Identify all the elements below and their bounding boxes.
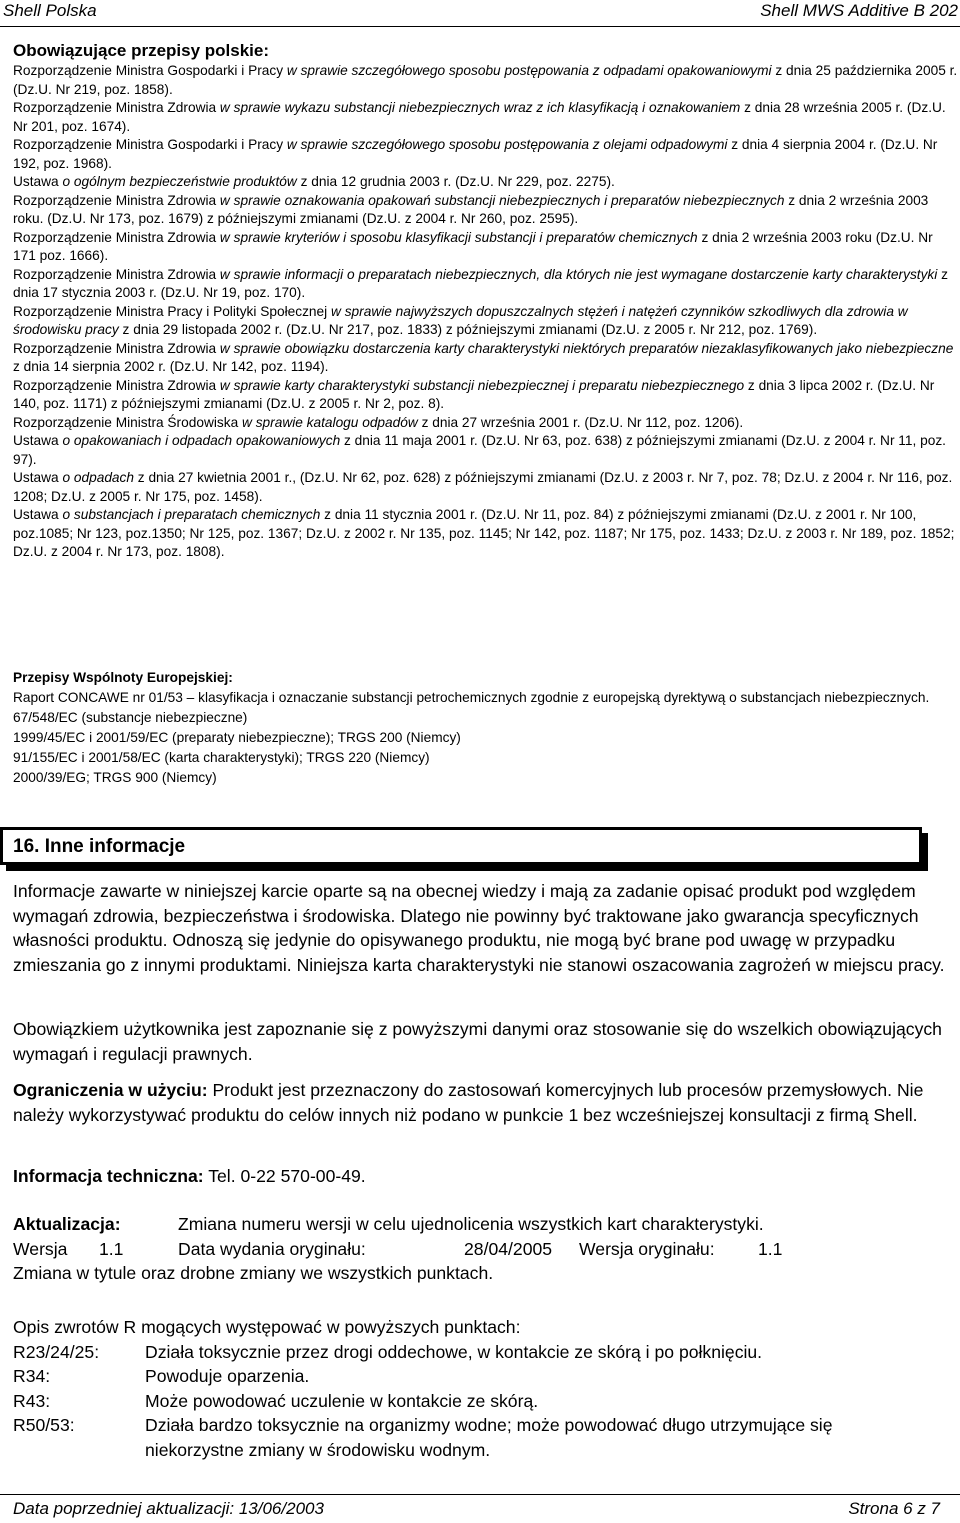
section-16-technical bbox=[13, 1164, 953, 1189]
issue-date-label: Data wydania oryginału: bbox=[178, 1238, 366, 1259]
regulation-reference: z dnia 27 września 2001 r. (Dz.U. Nr 112, poz. 1206). bbox=[417, 414, 744, 430]
regulation-reference: z dnia 11 stycznia 2001 r. (Dz.U. Nr 11, poz. 84) z późniejszymi zmianami (Dz.U. z 2001 r. Nr 100, poz.1085; Nr 123, poz.1350; Nr 125, poz. 1367; Dz.U. z 2002 r. Nr 135, poz. 1145; Nr 142, poz. 1187; Nr 175, poz. 1433; Dz.U. z 2003 r. Nr 189, poz. 1852; Dz.U. z 2004 r. Nr 173, poz. 1808). bbox=[13, 507, 955, 559]
regulation-authority: Rozporządzenie Ministra Zdrowia bbox=[13, 229, 220, 245]
regulation-reference: z dnia 2 września 2003 roku. (Dz.U. Nr 173, poz. 1679) z późniejszymi zmianami (Dz.U. z 2004 r. Nr 260, poz. 2595). bbox=[13, 192, 929, 226]
regulation-authority: Ustawa bbox=[13, 174, 63, 189]
regulation-item bbox=[13, 62, 958, 99]
regulation-authority: Rozporządzenie Ministra Pracy i Polityki Społecznej bbox=[13, 303, 331, 319]
regulation-reference: z dnia 14 sierpnia 2002 r. (Dz.U. Nr 142, poz. 1194). bbox=[13, 359, 329, 374]
polish-regulations-list bbox=[13, 62, 958, 562]
technical-info bbox=[13, 1164, 953, 1189]
update-change: Zmiana numeru wersji w celu ujednolicenia wszystkich kart charakterystyki. bbox=[178, 1214, 764, 1234]
regulation-item bbox=[13, 340, 958, 377]
regulation-subject: w sprawie oznakowania opakowań substancji niebezpiecznych i preparatów niebezpiecznych bbox=[219, 192, 785, 208]
regulation-reference: z dnia 3 lipca 2002 r. (Dz.U. Nr 140, poz. 1171) z późniejszymi zmianami (Dz.U. z 2005 r. Nr 2, poz. 8). bbox=[13, 377, 935, 411]
eu-regulations-title: Przepisy Wspólnoty Europejskiej: bbox=[13, 670, 233, 685]
regulation-subject: w sprawie karty charakterystyki substancji niebezpiecznej i preparatu niebezpiecznego bbox=[219, 377, 745, 393]
eu-regulation-line: 67/548/EC (substancje niebezpieczne) bbox=[13, 710, 248, 725]
eu-regulation-line: 2000/39/EG; TRGS 900 (Niemcy) bbox=[13, 770, 217, 785]
regulation-subject: o odpadach bbox=[62, 470, 134, 485]
r-phrase-row bbox=[13, 1340, 953, 1365]
regulation-item bbox=[13, 469, 958, 506]
r-phrase-row bbox=[13, 1413, 953, 1462]
original-version-value: 1.1 bbox=[758, 1238, 783, 1259]
eu-regulation-line: 91/155/EC i 2001/58/EC (karta charakterystyki); TRGS 220 (Niemcy) bbox=[13, 750, 430, 765]
header-product: Shell MWS Additive B 202 bbox=[760, 1, 958, 20]
r-phrase-code: R43: bbox=[13, 1390, 51, 1411]
regulation-authority: Ustawa bbox=[13, 433, 63, 448]
regulation-authority: Rozporządzenie Ministra Zdrowia bbox=[13, 100, 220, 115]
restrictions-text: Produkt jest przeznaczony do zastosowań komercyjnych lub procesów przemysłowych. Nie należy wykorzystywać produktu do celów innych niż podano w punkcie 1 bez wcześniejszej konsultacji z firmą Shell. bbox=[13, 1080, 924, 1125]
regulation-item bbox=[13, 506, 958, 562]
regulation-subject: w sprawie najwyższych dopuszczalnych stężeń i natężeń czynników szkodliwych dla zdrowia w środowisku pracy bbox=[13, 303, 908, 337]
update-note: Zmiana w tytule oraz drobne zmiany we wszystkich punktach. bbox=[13, 1263, 494, 1283]
regulation-authority: Rozporządzenie Ministra Zdrowia bbox=[13, 340, 220, 356]
regulation-item bbox=[13, 99, 958, 136]
regulation-reference: z dnia 4 sierpnia 2004 r. (Dz.U. Nr 192, poz. 1968). bbox=[13, 137, 938, 171]
regulation-authority: Rozporządzenie Ministra Zdrowia bbox=[13, 377, 220, 393]
technical-text: Tel. 0-22 570-00-49. bbox=[203, 1166, 366, 1186]
r-phrase-code: R34: bbox=[13, 1366, 51, 1386]
footer-page-number: Strona 6 z 7 bbox=[848, 1499, 940, 1518]
version-label: Wersja bbox=[13, 1238, 68, 1259]
regulation-authority: Rozporządzenie Ministra Gospodarki i Pracy bbox=[13, 63, 287, 78]
polish-regulations-title: Obowiązujące przepisy polskie: bbox=[13, 41, 270, 60]
eu-regulation-line: 1999/45/EC i 2001/59/EC (preparaty niebezpieczne); TRGS 200 (Niemcy) bbox=[13, 730, 461, 745]
regulation-item bbox=[13, 136, 958, 173]
regulation-subject: o substancjach i preparatach chemicznych bbox=[62, 507, 321, 522]
regulation-subject: o opakowaniach i odpadach opakowaniowych bbox=[62, 433, 341, 448]
technical-label: Informacja techniczna: bbox=[13, 1166, 204, 1186]
footer-previous-update: Data poprzedniej aktualizacji: 13/06/2003 bbox=[13, 1499, 324, 1518]
r-phrase-text: Powoduje oparzenia. bbox=[145, 1366, 310, 1386]
regulation-subject: w sprawie kryteriów i sposobu klasyfikacji substancji i preparatów chemicznych bbox=[219, 229, 698, 245]
regulation-authority: Rozporządzenie Ministra Zdrowia bbox=[13, 266, 220, 282]
section-16-title: 16. Inne informacje bbox=[13, 836, 186, 857]
original-version-label: Wersja oryginału: bbox=[579, 1238, 715, 1259]
restrictions-label: Ograniczenia w użyciu: bbox=[13, 1080, 208, 1100]
regulation-reference: z dnia 11 maja 2001 r. (Dz.U. Nr 63, poz. 638) z późniejszymi zmianami (Dz.U. z 2004 r. Nr 11, poz. 97). bbox=[13, 433, 946, 467]
r-phrases bbox=[13, 1315, 953, 1462]
r-phrase-row bbox=[13, 1364, 953, 1389]
restrictions-paragraph bbox=[13, 1078, 953, 1127]
r-phrase-code: R23/24/25: bbox=[13, 1341, 100, 1362]
polish-regulations bbox=[13, 40, 958, 562]
page-header bbox=[0, 0, 960, 27]
regulation-item bbox=[13, 229, 958, 266]
regulation-reference: z dnia 27 kwietnia 2001 r., (Dz.U. Nr 62, poz. 628) z późniejszymi zmianami (Dz.U. z 2003 r. Nr 7, poz. 78; Dz.U. z 2004 r. Nr 116, poz. 1208; Dz.U. z 2005 r. Nr 175, poz. 1458). bbox=[13, 470, 953, 504]
regulation-reference: z dnia 25 października 2005 r. (Dz.U. Nr 219, poz. 1858). bbox=[13, 63, 958, 97]
regulation-reference: z dnia 12 grudnia 2003 r. (Dz.U. Nr 229, poz. 2275). bbox=[296, 174, 615, 189]
r-phrases-intro: Opis zwrotów R mogących występować w powyższych punktach: bbox=[13, 1317, 521, 1337]
eu-regulations bbox=[13, 668, 943, 788]
regulation-authority: Rozporządzenie Ministra Gospodarki i Pracy bbox=[13, 137, 287, 152]
r-phrase-row bbox=[13, 1389, 953, 1414]
regulation-subject: w sprawie szczegółowego sposobu postępowania z olejami odpadowymi bbox=[286, 137, 728, 152]
update-label: Aktualizacja: bbox=[13, 1214, 121, 1234]
regulation-subject: o ogólnym bezpieczeństwie produktów bbox=[62, 174, 297, 189]
regulation-subject: w sprawie obowiązku dostarczenia karty charakterystyki niektórych preparatów niezaklasyfikowanych jako niebezpieczne bbox=[219, 340, 954, 356]
r-phrase-text: Działa bardzo toksycznie na organizmy wodne; może powodować długo utrzymujące się niekorzystne zmiany w środowisku wodnym. bbox=[145, 1415, 833, 1460]
regulation-item bbox=[13, 173, 958, 192]
regulation-reference: z dnia 17 stycznia 2003 r. (Dz.U. Nr 19, poz. 170). bbox=[13, 266, 948, 300]
regulation-reference: z dnia 28 września 2005 r. (Dz.U. Nr 201, poz. 1674). bbox=[13, 100, 946, 134]
regulation-authority: Ustawa bbox=[13, 470, 63, 485]
regulation-subject: w sprawie szczegółowego sposobu postępowania z odpadami opakowaniowymi bbox=[286, 63, 772, 78]
section-16-restrictions bbox=[13, 1078, 953, 1127]
regulation-item bbox=[13, 414, 958, 433]
regulation-subject: w sprawie informacji o preparatach niebezpiecznych, dla których nie jest wymagane dostarczenie karty charakterystyki bbox=[219, 266, 938, 282]
eu-regulation-line: Raport CONCAWE nr 01/53 – klasyfikacja i oznaczanie substancji petrochemicznych zgodnie z europejską dyrektywą o substancjach niebezpiecznych. bbox=[13, 690, 930, 705]
section-16-header bbox=[0, 827, 922, 865]
regulation-reference: z dnia 2 września 2003 roku (Dz.U. Nr 171 poz. 1666). bbox=[13, 229, 933, 263]
r-phrase-text: Może powodować uczulenie w kontakcie ze skórą. bbox=[145, 1390, 539, 1411]
issue-date-value: 28/04/2005 bbox=[464, 1238, 553, 1259]
regulation-item bbox=[13, 192, 958, 229]
section-16-body bbox=[13, 879, 953, 977]
r-phrase-text: Działa toksycznie przez drogi oddechowe, w kontakcie ze skórą i po połknięciu. bbox=[145, 1341, 763, 1362]
regulation-item bbox=[13, 377, 958, 414]
regulation-item bbox=[13, 432, 958, 469]
regulation-authority: Rozporządzenie Ministra Środowiska bbox=[13, 414, 242, 430]
obligation-paragraph: Obowiązkiem użytkownika jest zapoznanie się z powyższymi danymi oraz stosowanie się do wszelkich obowiązujących wymagań i regulacji prawnych. bbox=[13, 1019, 942, 1064]
regulation-authority: Ustawa bbox=[13, 507, 63, 522]
update-block bbox=[13, 1212, 953, 1286]
info-paragraph: Informacje zawarte w niniejszej karcie oparte są na obecnej wiedzy i mają za zadanie opisać produkt pod względem wymagań zdrowia, bezpieczeństwa i środowiska. Dlatego nie powinny być traktowane jako gwarancja specyficznych własności produktu. Odnoszą się jedynie do opisywanego produktu, nie mogą być brane pod uwagę w przypadku zmieszania go z innymi produktami. Niniejsza karta charakterystyki nie stanowi oszacowania zagrożeń w miejscu pracy. bbox=[13, 881, 945, 975]
regulation-reference: z dnia 29 listopada 2002 r. (Dz.U. Nr 217, poz. 1833) z późniejszymi zmianami (Dz.U. z 2005 r. Nr 212, poz. 1769). bbox=[118, 322, 818, 337]
header-company: Shell Polska bbox=[3, 1, 97, 20]
regulation-item bbox=[13, 303, 958, 340]
page-footer bbox=[0, 1494, 960, 1523]
version-value: 1.1 bbox=[99, 1238, 124, 1259]
regulation-subject: w sprawie wykazu substancji niebezpiecznych wraz z ich klasyfikacją i oznakowaniem bbox=[219, 100, 741, 115]
regulation-item bbox=[13, 266, 958, 303]
regulation-authority: Rozporządzenie Ministra Zdrowia bbox=[13, 192, 220, 208]
section-16-obligation bbox=[13, 1017, 953, 1066]
regulation-subject: w sprawie katalogu odpadów bbox=[242, 414, 418, 430]
r-phrase-code: R50/53: bbox=[13, 1415, 75, 1435]
